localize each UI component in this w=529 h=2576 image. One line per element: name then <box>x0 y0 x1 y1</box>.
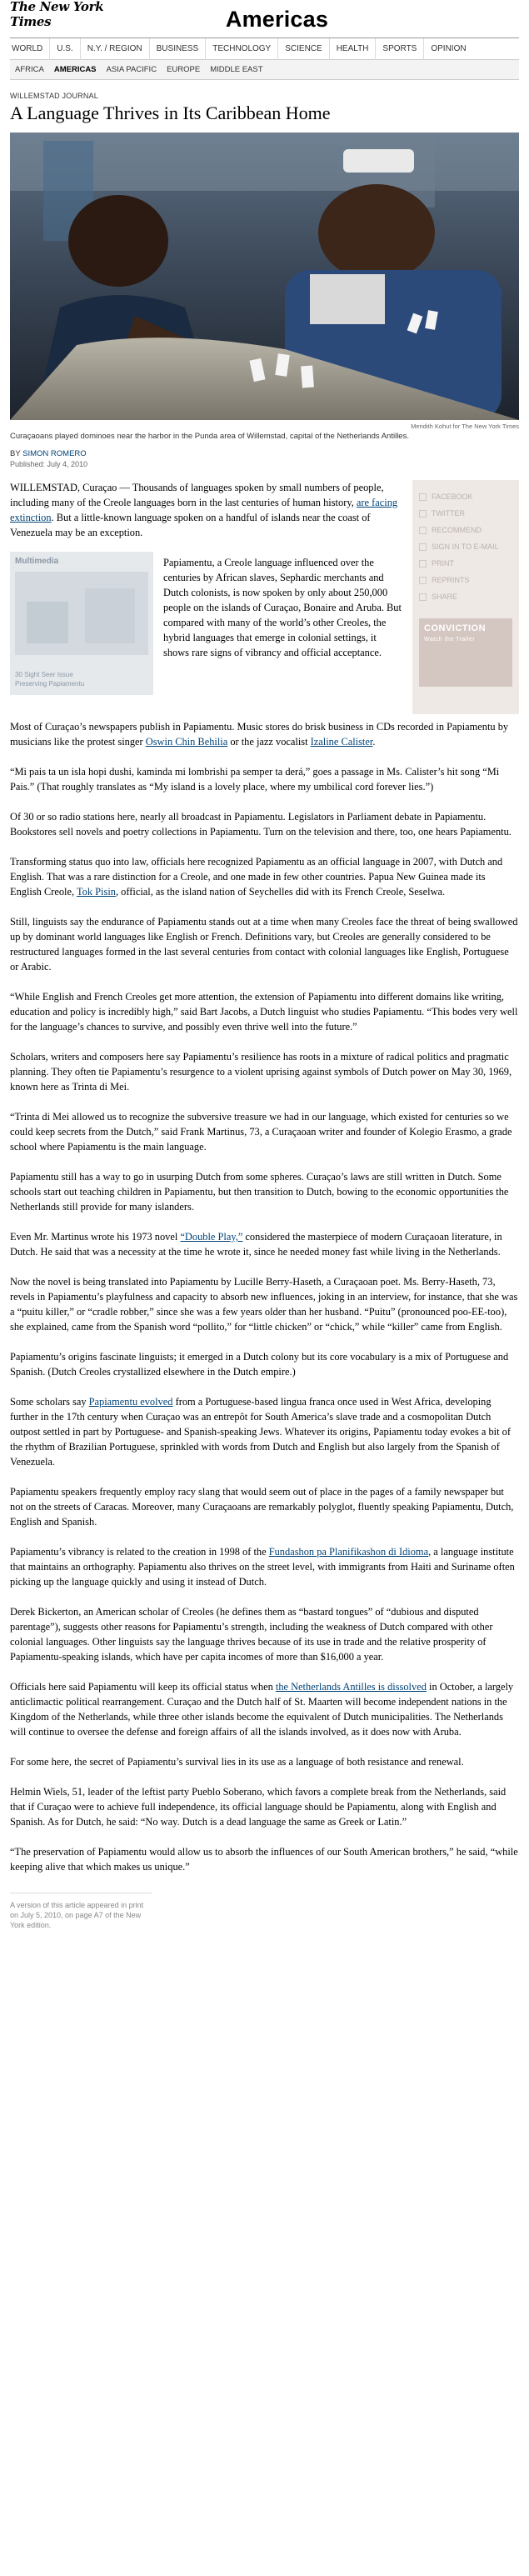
paragraph <box>10 809 519 839</box>
text-segment: from a Portuguese-based lingua franca once used in West Africa, developing further in the 17th century when Curaçao was an entrepôt for South America’s slave trade and a cosmopolitan Dutch outpost settled in part by Portuguese- and Spanish-speaking Jews. Whatever its origins, Papiamentu today evokes a bit of the rhythm of Brazilian Portuguese, sprinkled with words from Dutch and English but also largely from the Spanish of Venezuela. <box>10 1396 511 1468</box>
nav-item-technology[interactable]: TECHNOLOGY <box>206 38 278 60</box>
inline-link[interactable]: the Netherlands Antilles is dissolved <box>275 1681 427 1693</box>
text-segment: Derek Bickerton, an American scholar of Creoles (he defines them as “bastard tongues” of “dubious and disputed parentage”), suggests other reasons for Papiamentu’s strength, including the weakness of Dutch compared with other colonial languages. Other linguists say the language thrives because of its use in trade and the relative prosperity of Papiamentu-speaking islands, which have per capita incomes of more than $16,000 a year. <box>10 1606 493 1663</box>
nav-item-health[interactable]: HEALTH <box>330 38 377 60</box>
inline-link[interactable]: Papiamentu evolved <box>88 1396 173 1408</box>
tool-sign-in-to-e-mail[interactable] <box>419 538 512 555</box>
nav-item-u-s[interactable]: U.S. <box>50 38 80 60</box>
lead-photo[interactable] <box>10 133 519 420</box>
paragraph <box>10 989 519 1034</box>
nav-item-science[interactable]: SCIENCE <box>278 38 329 60</box>
text-segment: in October, a largely anticlimactic political rearrangement. Curaçao and the Dutch half of St. Maarten will become independent nations in the Kingdom of the Netherlands, while three other islands become the equivalent of Dutch municipalities. The Netherlands will continue to oversee the defense and foreign affairs of all the islands involved, as it does now with Aruba. <box>10 1681 514 1738</box>
paragraph <box>10 1169 519 1214</box>
nyt-logo[interactable]: The New York Times <box>10 0 104 29</box>
paragraph <box>10 1109 519 1154</box>
paragraph <box>10 1484 519 1529</box>
paragraph <box>10 1604 519 1664</box>
text-segment: For some here, the secret of Papiamentu’s survival lies in its use as a language of both resistance and renewal. <box>10 1756 464 1768</box>
text-segment: Now the novel is being translated into Papiamentu by Lucille Berry-Haseth, a Curaçaoan poet. Ms. Berry-Haseth, 73, revels in Papiamentu’s playfulness and capacity to absorb new influences, joking in an interview, for instance, that she was a “puitu killer,” or “cradle robber,” since she was a few years older than her husband. “Puitu” (pronounced poo-EE-too), she explained, came from the Spanish word “pollito,” for “little chicken” or “chick,” while “killer” came from English. <box>10 1276 518 1333</box>
text-segment: “Trinta di Mei allowed us to recognize the subversive treasure we had in our language, which existed for centuries so we could keep secrets from the Dutch,” said Frank Martinus, 73, a Curaçaoan writer and founder of Kolegio Erasmo, a grade school where Papiamentu is the main language. <box>10 1111 512 1153</box>
paragraph <box>10 1394 519 1469</box>
text-segment: “Mi pais ta un isla hopi dushi, kaminda mi lombrishi pa semper ta derá,” goes a passage in Ms. Calister’s hit song “Mi Pais.” (That roughly translates as “My island is a lovely place, where my umbilical cord forever lies.”) <box>10 766 500 793</box>
tool-twitter[interactable] <box>419 505 512 522</box>
multimedia-caption <box>15 670 84 688</box>
text-segment: Still, linguists say the endurance of Papiamentu stands out at a time when many Creoles face the threat of being swallowed up by dominant world languages like English or French. Definitions vary, but Creoles are generally considered to be restructured languages formed in the last several centuries from contact with colonial languages like English, Portuguese or Arabic. <box>10 916 518 973</box>
nav-item-sports[interactable]: SPORTS <box>376 38 424 60</box>
tool-print[interactable] <box>419 555 512 572</box>
paragraph <box>10 1049 519 1094</box>
subnav-item-africa[interactable]: AFRICA <box>15 65 44 74</box>
paragraph <box>10 1349 519 1379</box>
text-segment: Papiamentu speakers frequently employ racy slang that would seem out of place in the pages of a family newspaper but not on the streets of Caracas. Moreover, many Curaçaoans are remarkably polyglot, fluently speaking Papiamentu, Dutch, English and Spanish. <box>10 1486 514 1528</box>
text-segment: Of 30 or so radio stations here, nearly all broadcast in Papiamentu. Legislators in Parliament debate in Papiamentu. Bookstores sell novels and poetry collections in Papiamentu. Turn on the television and there, too, one hears Papiamentu. <box>10 811 512 838</box>
tool-recommend[interactable] <box>419 522 512 538</box>
byline-prefix: BY <box>10 449 23 458</box>
tool-icon <box>419 543 427 551</box>
subnav-item-asia-pacific[interactable]: ASIA PACIFIC <box>106 65 157 74</box>
text-segment: “The preservation of Papiamentu would allow us to absorb the influences of our South American brothers,” he said, “while keeping alive that which makes us unique.” <box>10 1846 518 1873</box>
paragraph <box>10 1679 519 1739</box>
text-segment: Even Mr. Martinus wrote his 1973 novel <box>10 1231 181 1243</box>
text-segment: Transforming status quo into law, officials here recognized Papiamentu as an official language in 2007, with Dutch and English. That was a rare distinction for a Creole, and one made in few other countries. Papua New Guinea made its English Creole, <box>10 856 503 898</box>
author-link[interactable]: SIMON ROMERO <box>22 449 87 458</box>
tool-label: SHARE <box>432 593 458 601</box>
text-segment: considered the masterpiece of modern Curaçaoan literature, in Dutch. He said that was a necessity at the time he wrote it, since he needed money fast while living in the Netherlands. <box>10 1231 502 1258</box>
text-segment: “While English and French Creoles get more attention, the extension of Papiamentu into different domains like writing, education and policy is incredibly high,” said Bart Jacobs, a Dutch linguist who studies Papiamentu. “This bodes very well for the language’s chances to survive, and possibly even thrive well into the future.” <box>10 991 518 1033</box>
photo-credit: Meridith Kohut for The New York Times <box>411 423 519 430</box>
tool-label: RECOMMEND <box>432 526 482 534</box>
text-segment: Helmin Wiels, 51, leader of the leftist party Pueblo Soberano, which favors a complete break from the Netherlands, said that if Curaçao were to achieve full independence, its official language should be Papiamentu, along with English and Spanish. As for Dutch, he said: “No way. Dutch is a dead language the same as Greek or Latin.” <box>10 1786 507 1828</box>
text-segment: Most of Curaçao’s newspapers publish in Papiamentu. Music stores do brisk business in CDs recorded in Papiamentu by musicians like the protest singer <box>10 721 509 748</box>
tool-facebook[interactable] <box>419 488 512 505</box>
kicker[interactable]: WILLEMSTAD JOURNAL <box>10 92 98 100</box>
text-segment: , a language institute that maintains an orthography. Papiamentu also thrives on the street level, with immigrants from Haiti and Suriname often picking up the language quickly and using it instead of Dutch. <box>10 1546 515 1588</box>
text-segment: Papiamentu’s origins fascinate linguists; it emerged in a Dutch colony but its core vocabulary is a mix of Portuguese and Spanish. (Dutch Creoles crystallized elsewhere in the Dutch empire.) <box>10 1351 509 1378</box>
article-tools <box>412 480 519 714</box>
masthead <box>10 0 519 38</box>
multimedia-caption-1: 30 Sight Seer Issue <box>15 671 73 678</box>
tool-icon <box>419 527 427 534</box>
subnav-item-europe[interactable]: EUROPE <box>167 65 201 74</box>
tool-label: REPRINTS <box>432 576 470 584</box>
paragraph <box>10 1274 519 1334</box>
nav-item-business[interactable]: BUSINESS <box>150 38 207 60</box>
subnav-item-americas[interactable]: AMERICAS <box>53 65 97 74</box>
paragraph <box>10 1784 519 1829</box>
text-segment: , official, as the island nation of Seychelles did with its French Creole, Seselwa. <box>115 886 446 898</box>
paragraph <box>10 1754 519 1769</box>
text-segment: WILLEMSTAD, Curaçao — Thousands of languages spoken by small numbers of people, including many of the Creole languages born in the last centuries of human history, <box>10 482 384 508</box>
section-title[interactable]: Americas <box>225 7 329 32</box>
ad-title: CONVICTION <box>424 623 487 633</box>
paragraph <box>10 854 519 899</box>
byline <box>10 449 519 458</box>
nav-item-opinion[interactable]: OPINION <box>431 43 467 53</box>
print-note: A version of this article appeared in print on July 5, 2010, on page A7 of the New York edition. <box>10 1893 152 1930</box>
tool-label: PRINT <box>432 559 454 568</box>
inline-link[interactable]: are facing extinction <box>10 497 398 523</box>
tool-label: FACEBOOK <box>432 493 473 501</box>
inline-link[interactable]: Tok Pisin <box>76 886 116 898</box>
multimedia-caption-2: Preserving Papiamentu <box>15 680 85 688</box>
multimedia-box[interactable] <box>10 552 153 695</box>
nav-item-world[interactable]: WORLD <box>10 38 50 60</box>
published-date: Published: July 4, 2010 <box>10 460 88 468</box>
paragraph <box>10 764 519 794</box>
tool-reprints[interactable] <box>419 572 512 588</box>
headline: A Language Thrives in Its Caribbean Home <box>10 103 331 123</box>
subsection-nav <box>10 60 519 80</box>
multimedia-label: Multimedia <box>15 557 59 566</box>
text-segment: Scholars, writers and composers here say Papiamentu’s resilience has roots in a mixture of radical politics and pragmatic planning. They often tie Papiamentu’s resurgence to a violent uprising against symbols of Dutch power on May 30, 1969, known here as Trinta di Mei. <box>10 1051 512 1093</box>
tool-icon <box>419 593 427 601</box>
tool-label: SIGN IN TO E-MAIL <box>432 543 499 551</box>
paragraph <box>10 719 519 749</box>
tool-label: TWITTER <box>432 509 465 518</box>
text-segment: Papiamentu still has a way to go in usurping Dutch from some spheres. Curaçao’s laws are still written in Dutch. Some schools start out teaching children in Papiamentu, but then transition to Dutch, bowing to the economic opportunities the Netherlands still provide for many islanders. <box>10 1171 509 1213</box>
text-segment: . <box>372 736 376 748</box>
tool-icon <box>419 560 427 568</box>
tool-icon <box>419 493 427 501</box>
tool-icon <box>419 577 427 584</box>
inline-link[interactable]: Oswin Chin Behilia <box>145 736 228 748</box>
text-segment: . But a little-known language spoken on a handful of islands near the coast of Venezuela may be an exception. <box>10 512 371 538</box>
paragraph <box>10 1544 519 1589</box>
text-segment: Officials here said Papiamentu will keep its official status when <box>10 1681 276 1693</box>
text-segment: or the jazz vocalist <box>227 736 311 748</box>
dominoes-players-photo <box>10 133 519 420</box>
inline-link[interactable]: Izaline Calister <box>310 736 373 748</box>
paragraph <box>10 1844 519 1874</box>
article-body <box>10 480 519 1930</box>
advertisement[interactable] <box>419 618 512 687</box>
photo-caption: Curaçaoans played dominoes near the harbor in the Punda area of Willemstad, capital of the Netherlands Antilles. <box>10 432 409 441</box>
ad-subtitle: Watch the Trailer <box>424 637 476 643</box>
tool-share[interactable] <box>419 588 512 605</box>
nav-item-n-y-region[interactable]: N.Y. / REGION <box>81 38 150 60</box>
paragraph <box>10 1229 519 1259</box>
paragraph <box>10 914 519 974</box>
section-nav <box>10 38 519 60</box>
inline-link[interactable]: Fundashon pa Planifikashon di Idioma <box>268 1546 429 1558</box>
subnav-item-middle-east[interactable]: MIDDLE EAST <box>210 65 263 74</box>
inline-link[interactable]: “Double Play,” <box>180 1231 243 1243</box>
text-segment: Some scholars say <box>10 1396 89 1408</box>
tool-icon <box>419 510 427 518</box>
text-segment: Papiamentu’s vibrancy is related to the creation in 1998 of the <box>10 1546 269 1558</box>
text-segment: Papiamentu, a Creole language influenced over the centuries by African slaves, Sephardic merchants and Dutch colonists, is now spoken by only about 250,000 people on the islands of Curaçao, Bonaire and Aruba. But compared with many of the world’s other Creoles, the hybrid languages that emerge in colonial settings, it shows rare signs of vibrancy and official acceptance. <box>163 557 402 658</box>
